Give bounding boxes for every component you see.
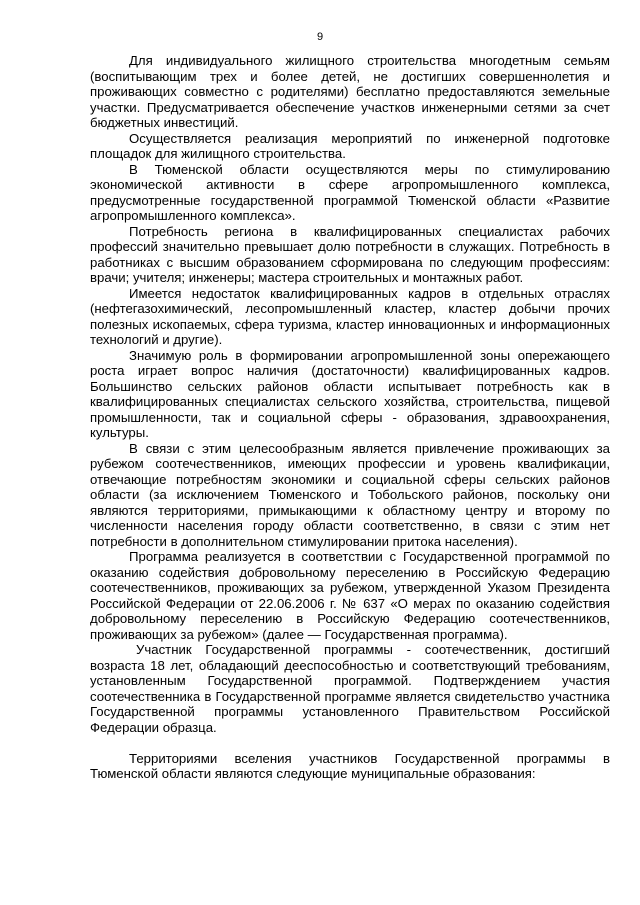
paragraph-program-participant: Участник Государственной программы - соотечественник, достигший возраста 18 лет, обладающий дееспособностью и соответствующий требованиям, установленным Государственной программой. Подтверждением участия соотечественника в Государственной программе является свидетельство участника Государственной программы установленного Правительством Российской Федерации образца. <box>90 642 610 735</box>
paragraph-compatriots-attraction: В связи с этим целесообразным является привлечение проживающих за рубежом соотечественников, имеющих профессии и уровень квалификации, отвечающие потребностям экономики и социальной сферы сельских районов области (за исключением Тюменского и Тобольского районов, поскольку они являются территориями, примыкающими к областному центру и второму по численности населения городу области соответственно, в связи с этим нет потребности в дополнительном стимулировании притока населения). <box>90 440 610 549</box>
page-number: 9 <box>316 31 324 43</box>
paragraph-settlement-territories: Территориями вселения участников Государственной программы в Тюменской области являются следующие муниципальные образования: <box>90 750 610 781</box>
document-body <box>90 53 610 782</box>
paragraph-agro-zone-staff: Значимую роль в формировании агропромышленной зоны опережающего роста играет вопрос наличия (достаточности) квалифицированных кадров. Большинство сельских районов области испытывает потребность как в квалифицированных специалистах сельского хозяйства, строительства, пищевой промышленности, так и социальной сферы - образования, здравоохранения, культуры. <box>90 347 610 440</box>
paragraph-state-program: Программа реализуется в соответствии с Государственной программой по оказанию содействия добровольному переселению в Российскую Федерацию соотечественников, проживающих за рубежом, утвержденной Указом Президента Российской Федерации от 22.06.2006 г. № 637 «О мерах по оказанию содействия добровольному переселению в Российскую Федерацию соотечественников, проживающих за рубежом» (далее — Государственная программа). <box>90 549 610 642</box>
paragraph-engineering-preparation: Осуществляется реализация мероприятий по инженерной подготовке площадок для жилищного строительства. <box>90 130 610 161</box>
paragraph-land-plots: Для индивидуального жилищного строительства многодетным семьям (воспитывающим трех и более детей, не достигших совершеннолетия и проживающих совместно с родителями) бесплатно предоставляются земельные участки. Предусматривается обеспечение участков инженерными сетями за счет бюджетных инвестиций. <box>90 53 610 130</box>
paragraph-workforce-demand: Потребность региона в квалифицированных специалистах рабочих профессий значительно превышает долю потребности в служащих. Потребность в работниках с высшим образованием сформирована по следующим профессиям: врачи; учителя; инженеры; мастера строительных и монтажных работ. <box>90 223 610 285</box>
paragraph-agro-program: В Тюменской области осуществляются меры по стимулированию экономической активности в сфере агропромышленного комплекса, предусмотренные государственной программой Тюменской области «Развитие агропромышленного комплекса». <box>90 161 610 223</box>
paragraph-staff-shortage: Имеется недостаток квалифицированных кадров в отдельных отраслях (нефтегазохимический, лесопромышленный кластер, кластер добычи прочих полезных ископаемых, сфера туризма, кластер инновационных и информационных технологий и другие). <box>90 285 610 347</box>
